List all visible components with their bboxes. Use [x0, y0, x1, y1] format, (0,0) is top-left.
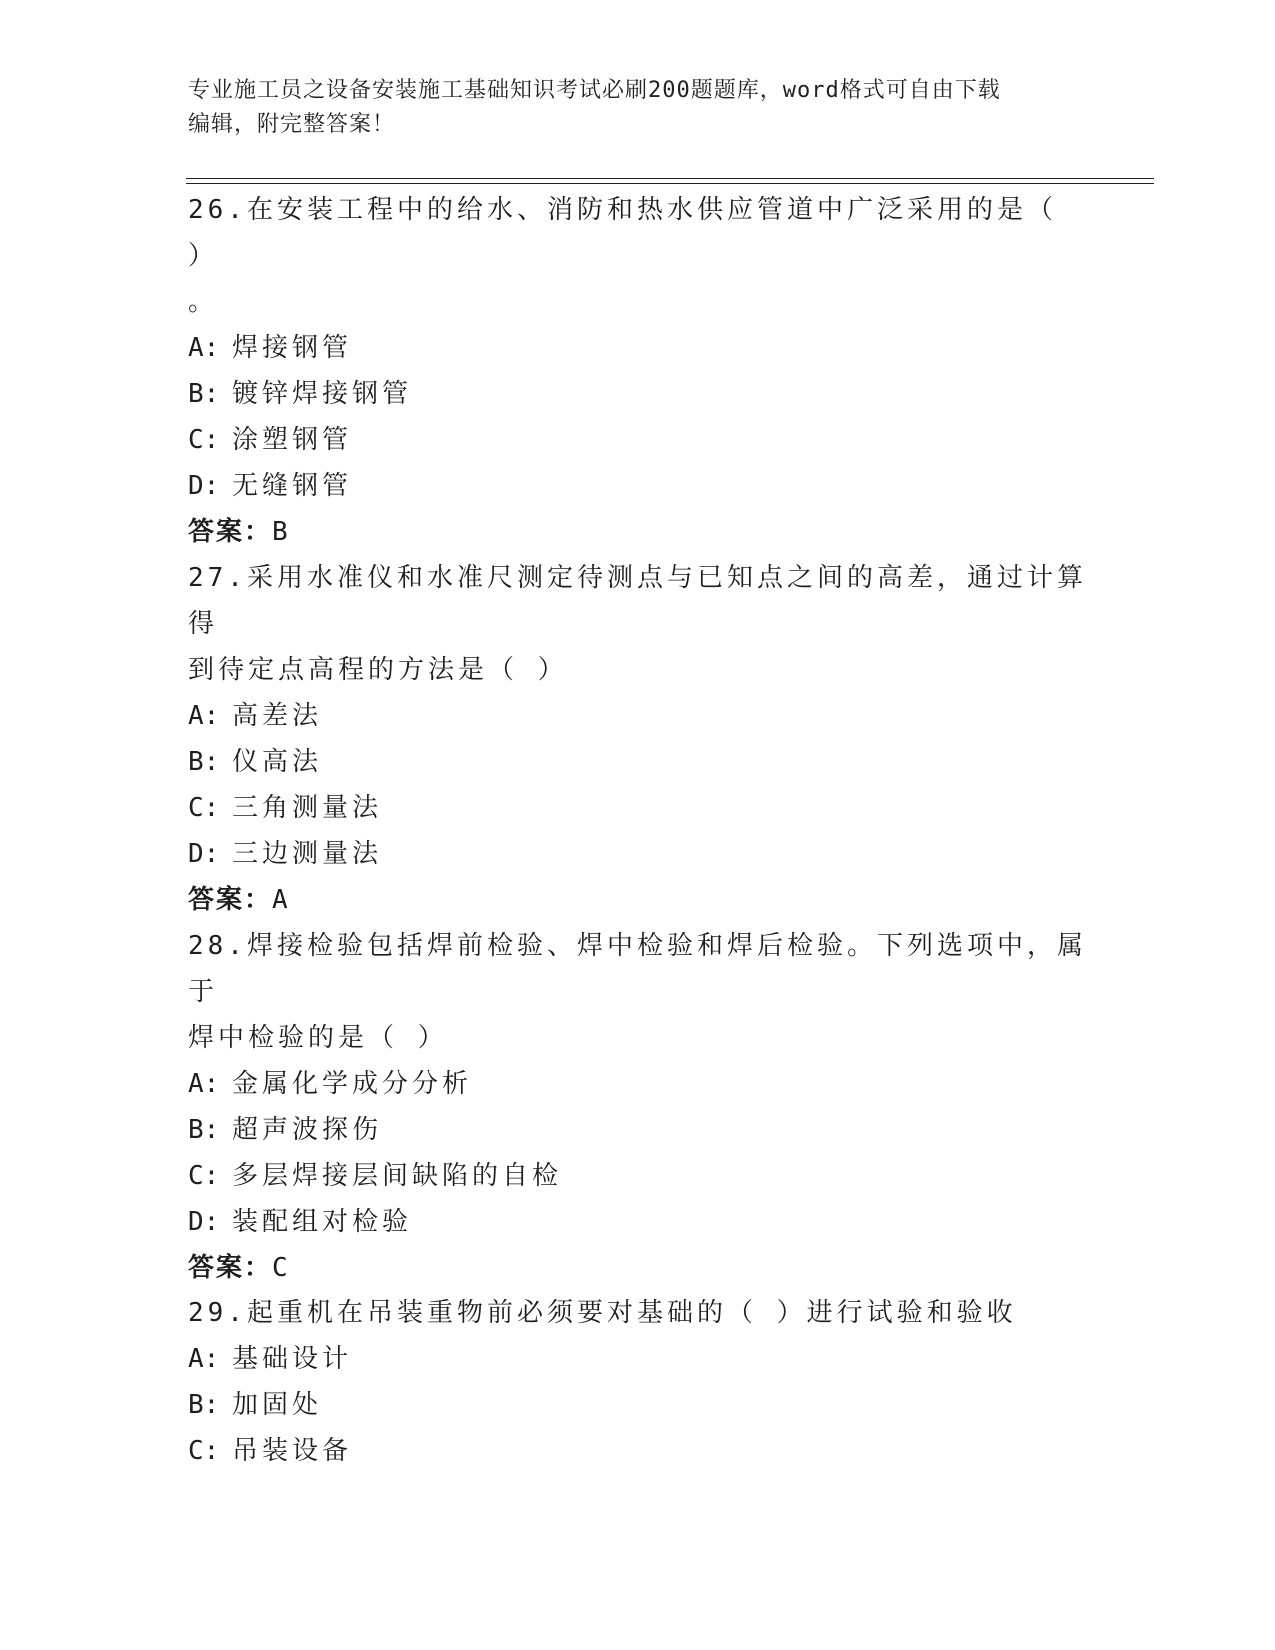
option-c	[188, 417, 1088, 463]
option-letter: C:	[188, 793, 220, 823]
option-letter: A:	[188, 1344, 220, 1374]
option-d	[188, 831, 1088, 877]
option-letter: B:	[188, 1115, 220, 1145]
question-stem: 29.起重机在吊装重物前必须要对基础的（ ）进行试验和验收	[188, 1298, 1017, 1328]
question-29	[188, 1290, 1088, 1474]
question-stem-continued: 到待定点高程的方法是（ ）	[188, 655, 568, 685]
option-letter: A:	[188, 1069, 220, 1099]
option-letter: A:	[188, 333, 220, 363]
option-letter: D:	[188, 471, 220, 501]
option-a	[188, 325, 1088, 371]
option-text: 无缝钢管	[232, 471, 353, 501]
option-text: 基础设计	[232, 1344, 353, 1374]
option-text: 多层焊接层间缺陷的自检	[232, 1161, 563, 1191]
option-text: 吊装设备	[232, 1436, 353, 1466]
header-divider-bottom	[186, 183, 1154, 184]
option-text: 加固处	[232, 1390, 323, 1420]
option-text: 三边测量法	[232, 839, 383, 869]
option-c	[188, 1153, 1088, 1199]
question-stem: 26.在安装工程中的给水、消防和热水供应管道中广泛采用的是（ ）	[188, 195, 1057, 271]
option-text: 装配组对检验	[232, 1207, 413, 1237]
question-27	[188, 555, 1088, 923]
answer-label: 答案：	[188, 517, 273, 547]
option-text: 镀锌焊接钢管	[232, 379, 413, 409]
header-divider-top	[186, 178, 1154, 179]
option-b	[188, 739, 1088, 785]
option-letter: B:	[188, 1390, 220, 1420]
question-stem-continued: 焊中检验的是（ ）	[188, 1023, 448, 1053]
header-line-1: 专业施工员之设备安装施工基础知识考试必刷200题题库，word格式可自由下载	[188, 78, 1001, 103]
option-letter: B:	[188, 747, 220, 777]
option-text: 超声波探伤	[232, 1115, 383, 1145]
question-28	[188, 923, 1088, 1291]
option-b	[188, 1382, 1088, 1428]
option-text: 涂塑钢管	[232, 425, 353, 455]
answer-line	[188, 1245, 1088, 1291]
option-letter: C:	[188, 1161, 220, 1191]
option-b	[188, 371, 1088, 417]
answer-line	[188, 877, 1088, 923]
option-c	[188, 785, 1088, 831]
option-text: 高差法	[232, 701, 323, 731]
answer-line	[188, 509, 1088, 555]
question-stem: 28.焊接检验包括焊前检验、焊中检验和焊后检验。下列选项中，属于	[188, 931, 1087, 1007]
option-d	[188, 463, 1088, 509]
answer-value: C	[272, 1253, 290, 1283]
header-line-2: 编辑，附完整答案！	[188, 112, 396, 137]
option-text: 三角测量法	[232, 793, 383, 823]
question-26	[188, 187, 1088, 555]
question-stem: 27.采用水准仪和水准尺测定待测点与已知点之间的高差，通过计算得	[188, 563, 1087, 639]
option-letter: D:	[188, 839, 220, 869]
option-letter: B:	[188, 379, 220, 409]
option-a	[188, 1061, 1088, 1107]
option-c	[188, 1428, 1088, 1474]
question-stem-continued: 。	[188, 287, 219, 317]
option-d	[188, 1199, 1088, 1245]
answer-value: A	[272, 885, 290, 915]
answer-label: 答案：	[188, 885, 273, 915]
option-a	[188, 693, 1088, 739]
option-text: 焊接钢管	[232, 333, 353, 363]
option-a	[188, 1336, 1088, 1382]
option-letter: C:	[188, 1436, 220, 1466]
document-header	[188, 74, 1088, 142]
option-text: 金属化学成分分析	[232, 1069, 473, 1099]
option-letter: C:	[188, 425, 220, 455]
option-letter: A:	[188, 701, 220, 731]
option-letter: D:	[188, 1207, 220, 1237]
option-text: 仪高法	[232, 747, 323, 777]
answer-value: B	[272, 517, 290, 547]
option-b	[188, 1107, 1088, 1153]
answer-label: 答案：	[188, 1253, 273, 1283]
